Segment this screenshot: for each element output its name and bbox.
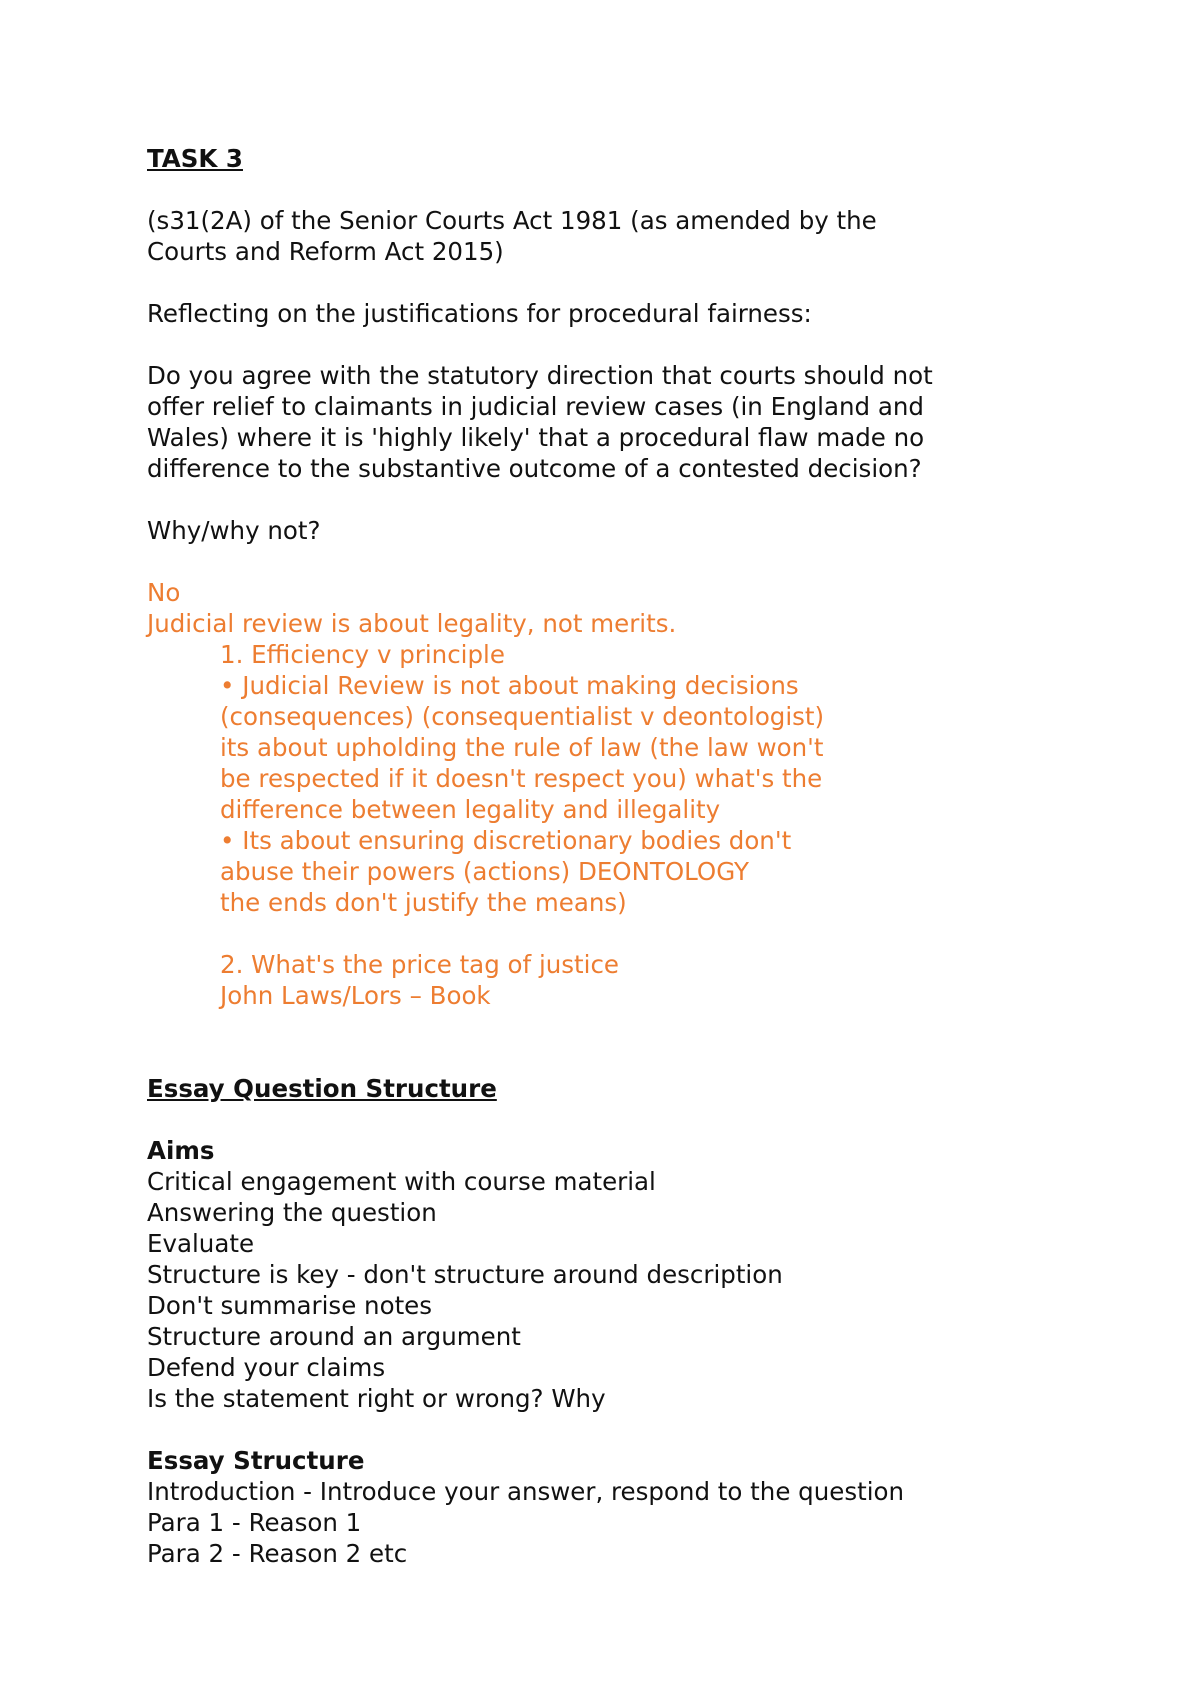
question-line: offer relief to claimants in judicial review cases (in England and [147, 392, 924, 421]
answer-point1-line: be respected if it doesn't respect you) what's the [220, 764, 823, 793]
structure-item: Introduction - Introduce your answer, respond to the question [147, 1477, 905, 1506]
essay-title: Essay Question Structure [147, 1074, 497, 1103]
question-line: Do you agree with the statutory direction that courts should not [147, 361, 933, 390]
document-page [147, 143, 1107, 1569]
aims-item: Structure around an argument [147, 1322, 521, 1351]
spacer [147, 918, 1107, 949]
aims-item: Answering the question [147, 1198, 437, 1227]
spacer [147, 1414, 1107, 1445]
answer-point1-line: • Its about ensuring discretionary bodies don't [220, 826, 792, 855]
question-line: difference to the substantive outcome of a contested decision? [147, 454, 922, 483]
answer-point2-line: John Laws/Lors – Book [220, 981, 491, 1010]
spacer [147, 1011, 1107, 1042]
reflecting-prompt: Reflecting on the justifications for procedural fairness: [147, 299, 812, 328]
question-line: Wales) where it is 'highly likely' that a procedural flaw made no [147, 423, 925, 452]
essay-structure-heading: Essay Structure [147, 1446, 365, 1475]
answer-point1-line: the ends don't justify the means) [220, 888, 627, 917]
aims-heading: Aims [147, 1136, 215, 1165]
spacer [147, 484, 1107, 515]
citation-line: (s31(2A) of the Senior Courts Act 1981 (as amended by the [147, 206, 877, 235]
aims-item: Defend your claims [147, 1353, 386, 1382]
answer-no: No [147, 578, 181, 607]
spacer [147, 1104, 1107, 1135]
aims-item: Is the statement right or wrong? Why [147, 1384, 606, 1413]
aims-item: Evaluate [147, 1229, 255, 1258]
spacer [147, 546, 1107, 577]
answer-point1-line: difference between legality and illegality [220, 795, 721, 824]
aims-item: Structure is key - don't structure around description [147, 1260, 783, 1289]
citation-line: Courts and Reform Act 2015) [147, 237, 504, 266]
answer-summary: Judicial review is about legality, not merits. [147, 609, 677, 638]
answer-point1-line: abuse their powers (actions) DEONTOLOGY [220, 857, 749, 886]
aims-item: Critical engagement with course material [147, 1167, 656, 1196]
answer-point1-line: 1. Efficiency v principle [220, 640, 505, 669]
answer-point2-line: 2. What's the price tag of justice [220, 950, 619, 979]
aims-item: Don't summarise notes [147, 1291, 433, 1320]
spacer [147, 174, 1107, 205]
answer-point1-line: (consequences) (consequentialist v deontologist) [220, 702, 825, 731]
why-prompt: Why/why not? [147, 516, 321, 545]
structure-item: Para 1 - Reason 1 [147, 1508, 362, 1537]
answer-point1-line: its about upholding the rule of law (the law won't [220, 733, 824, 762]
structure-item: Para 2 - Reason 2 etc [147, 1539, 408, 1568]
spacer [147, 329, 1107, 360]
task-title: TASK 3 [147, 144, 243, 173]
spacer [147, 267, 1107, 298]
spacer [147, 1042, 1107, 1073]
answer-point1-line: • Judicial Review is not about making decisions [220, 671, 799, 700]
